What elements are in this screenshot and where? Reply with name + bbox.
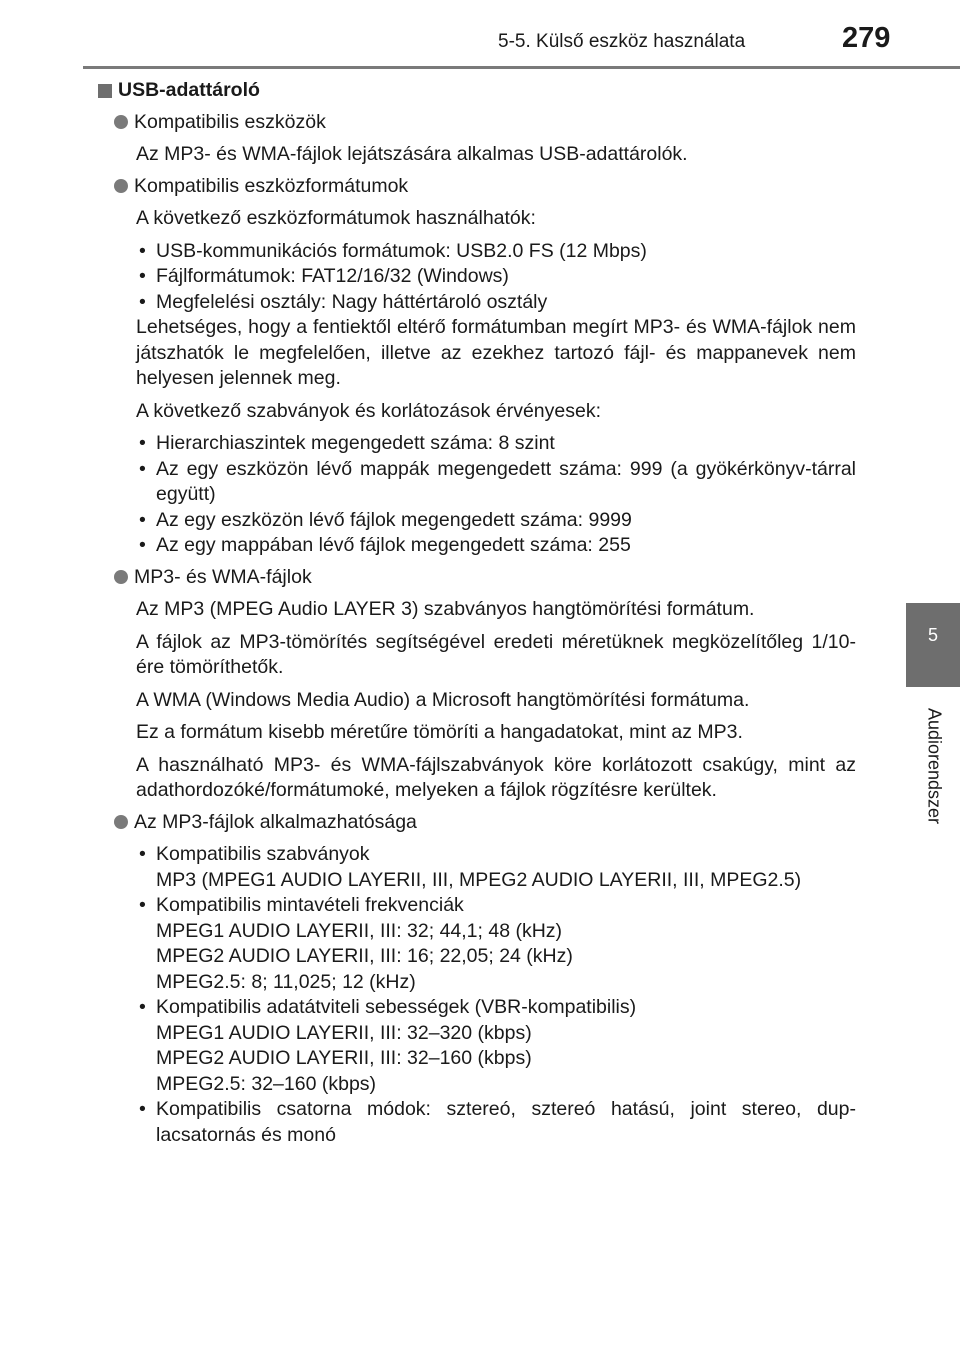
paragraph: A következő eszközformátumok használhatók:: [136, 207, 536, 229]
limits-list: [136, 431, 856, 559]
subsection-title: MP3- és WMA-fájlok: [134, 565, 312, 588]
subsection-mp3-applicability: [114, 810, 856, 836]
header-rule: [83, 66, 960, 69]
list-item: • Megfelelési osztály: Nagy háttértároló osztály: [136, 290, 856, 316]
list-item: [136, 842, 856, 893]
list-item-label: • Kompatibilis adatátviteli sebességek (VBR-kompatibilis): [156, 996, 637, 1018]
subsection-compatible-devices: [114, 110, 856, 136]
square-bullet-icon: [98, 84, 112, 98]
subsection-title: Kompatibilis eszközformátumok: [134, 174, 409, 197]
list-item: • USB-kommunikációs formátumok: USB2.0 FS (12 Mbps): [136, 239, 856, 265]
round-bullet-icon: [114, 115, 128, 129]
list-item: • Az egy eszközön lévő mappák megengedett száma: 999 (a gyökérkönyv-tárral együtt): [136, 457, 856, 508]
paragraph: Lehetséges, hogy a fentiektől eltérő formátumban megírt MP3- és WMA-fájlok nem játszhatók le megfelelően, illetve az ezekhez tartozó fájl- és mappanevek nem helyesen jelennek meg.: [136, 316, 856, 389]
list-item-label: • Kompatibilis szabványok: [156, 843, 370, 865]
applicability-list: [136, 842, 856, 1148]
subsection-compatible-formats: [114, 174, 856, 200]
section-heading: [98, 78, 856, 104]
subsection-mp3-wma-files: [114, 565, 856, 591]
paragraph: Ez a formátum kisebb méretűre tömöríti a hangadatokat, mint az MP3.: [136, 721, 743, 743]
subsection-title: Kompatibilis eszközök: [134, 110, 326, 133]
subsection-title: Az MP3-fájlok alkalmazhatósága: [134, 810, 417, 833]
chapter-number: 5: [927, 625, 938, 645]
list-item-line: MPEG1 AUDIO LAYERII, III: 32–320 (kbps): [156, 1021, 532, 1044]
format-list: [136, 239, 856, 316]
list-item-label: • Kompatibilis mintavételi frekvenciák: [156, 894, 464, 916]
paragraph: A WMA (Windows Media Audio) a Microsoft hangtömörítési formátuma.: [136, 688, 750, 711]
chapter-tab: [906, 603, 960, 687]
list-item: [136, 1097, 856, 1148]
list-item: [136, 893, 856, 995]
page-number: 279: [842, 22, 891, 54]
list-item-line: MPEG2 AUDIO LAYERII, III: 16; 22,05; 24 (kHz): [156, 945, 573, 967]
section-heading-text: USB-adattároló: [118, 79, 260, 101]
list-item: • Hierarchiaszintek megengedett száma: 8 szint: [136, 431, 856, 457]
round-bullet-icon: [114, 570, 128, 584]
list-item-line: MPEG2 AUDIO LAYERII, III: 32–160 (kbps): [156, 1047, 532, 1069]
chapter-label: Audiorendszer: [924, 707, 945, 825]
list-item: • Fájlformátumok: FAT12/16/32 (Windows): [136, 264, 856, 290]
list-item-line: MP3 (MPEG1 AUDIO LAYERII, III, MPEG2 AUDIO LAYERII, III, MPEG2.5): [156, 868, 802, 891]
page-content: [98, 78, 856, 1148]
round-bullet-icon: [114, 179, 128, 193]
list-item-line: MPEG2.5: 8; 11,025; 12 (kHz): [156, 970, 416, 993]
paragraph: Az MP3 (MPEG Audio LAYER 3) szabványos hangtömörítési formátum.: [136, 598, 755, 620]
list-item: [136, 995, 856, 1097]
running-header: 5-5. Külső eszköz használata: [498, 31, 746, 52]
list-item-label: • Kompatibilis csatorna módok: sztereó, sztereó hatású, joint stereo, dup-lacsatornás és monó: [156, 1098, 856, 1146]
round-bullet-icon: [114, 815, 128, 829]
paragraph: Az MP3- és WMA-fájlok lejátszására alkalmas USB-adattárolók.: [136, 143, 688, 165]
list-item-line: MPEG2.5: 32–160 (kbps): [156, 1072, 377, 1095]
list-item: • Az egy eszközön lévő fájlok megengedett száma: 9999: [136, 508, 856, 534]
paragraph: A következő szabványok és korlátozások érvényesek:: [136, 399, 601, 422]
list-item-line: MPEG1 AUDIO LAYERII, III: 32; 44,1; 48 (kHz): [156, 919, 563, 942]
list-item: • Az egy mappában lévő fájlok megengedett száma: 255: [136, 533, 856, 559]
paragraph: A fájlok az MP3-tömörítés segítségével eredeti méretüknek megközelítőleg 1/10-ére tömöríthetők.: [136, 630, 856, 678]
paragraph: A használható MP3- és WMA-fájlszabványok köre korlátozott csakúgy, mint az adathordozóké/formátumoké, melyeken a fájlok rögzítésre kerültek.: [136, 753, 856, 801]
